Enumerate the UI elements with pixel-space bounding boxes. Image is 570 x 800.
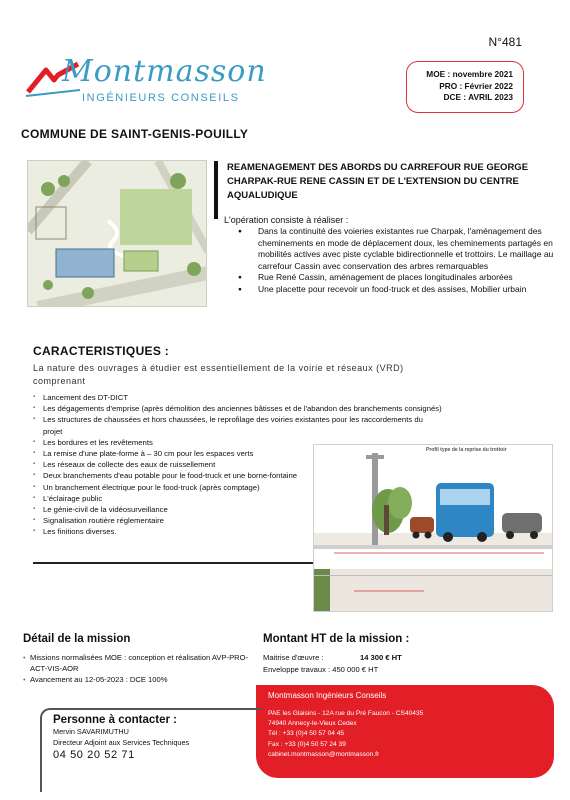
caracteristiques-title: CARACTERISTIQUES : — [33, 344, 170, 358]
commune-title: COMMUNE DE SAINT-GENIS-POUILLY — [21, 127, 249, 141]
figure-title: Profil type de la reprise du trottoir — [426, 447, 507, 453]
date-dce: DCE : AVRIL 2023 — [443, 92, 513, 102]
list-item: ▪ L'éclairage public — [33, 493, 443, 504]
moe-label: Maitrise d'œuvre : — [263, 653, 324, 662]
list-item: • Avancement au 12-05-2023 : DCE 100% — [23, 674, 253, 685]
list-item: ▪ Signalisation routière réglementaire — [33, 515, 443, 526]
date-moe: MOE : novembre 2021 — [426, 69, 513, 79]
date-pro: PRO : Février 2022 — [439, 80, 513, 91]
detail-list — [23, 652, 253, 686]
company-fax: Fax : +33 (0)4 50 57 24 39 — [268, 740, 346, 748]
list-item: ● Rue René Cassin, aménagement de places longitudinales arborées — [238, 272, 554, 284]
company-contact-card — [256, 685, 554, 778]
company-address: PAE les Glaisins - 12A rue du Pré Faucon - CS40435 — [268, 710, 424, 717]
operation-intro: L'opération consiste à réaliser : — [224, 215, 349, 225]
company-logo — [24, 52, 267, 112]
section-divider — [33, 562, 313, 564]
site-plan-image — [27, 160, 207, 307]
list-item: ▪ Deux branchements d'eau potable pour le food-truck et une borne-fontaine — [33, 470, 443, 481]
company-city: 74940 Annecy-le-Vieux Cedex — [268, 720, 357, 728]
contact-name: Mervin SAVARIMUTHU — [53, 727, 129, 736]
list-item: ● Une placette pour recevoir un food-truck et des assises, Mobilier urbain — [238, 284, 554, 296]
logo-wordmark: Montmasson — [62, 54, 267, 89]
caracteristiques-intro: La nature des ouvrages à étudier est essentiellement de la voirie et réseaux (VRD) comprenant — [33, 363, 404, 386]
company-email[interactable]: cabinet.montmasson@montmasson.fr — [268, 750, 380, 758]
company-name: Montmasson Ingénieurs Conseils — [268, 691, 387, 700]
moe-value: 14 300 € HT — [360, 653, 402, 662]
reference-number: N°481 — [488, 35, 522, 49]
phase-dates-box — [406, 61, 524, 113]
company-phone: Tél : +33 (0)4 50 57 04 45 — [268, 730, 345, 738]
list-item: ● Dans la continuité des voieries existantes rue Charpak, l'aménagement des cheminements en mode de déplacement doux, les cheminements partagés en mobilités actives avec piste cyclable bidirectionnelle et trottoirs. Le maillage au carrefour Cassin avec conservation des arbres remarquables — [238, 226, 554, 272]
operation-list — [238, 226, 554, 295]
list-item: ▪ Les dégagements d'emprise (après démolition des anciennes bâtisses et de l'abandon des branchements consignés) — [33, 403, 443, 414]
contact-title: Personne à contacter : — [53, 714, 177, 726]
montant-moe-row — [263, 653, 402, 662]
contact-role: Directeur Adjoint aux Services Techniques — [53, 738, 190, 747]
list-item: ▪ Le génie-civil de la vidéosurveillance — [33, 504, 443, 515]
contact-box — [40, 708, 262, 792]
list-item: ▪ La remise d'une plate-forme à – 30 cm pour les espaces verts — [33, 448, 443, 459]
list-item: • Missions normalisées MOE : conception et réalisation AVP-PRO-ACT-VIS-AOR — [23, 652, 253, 674]
list-item: ▪ Un branchement électrique pour le food-truck (après comptage) — [33, 482, 443, 493]
project-title: REAMENAGEMENT DES ABORDS DU CARREFOUR RUE GEORGE CHARPAK-RUE RENE CASSIN ET DE L'EXTENSION DU CENTRE AQUALUDIQUE — [214, 161, 554, 219]
list-item: ▪ Les bordures et les revêtements — [33, 437, 443, 448]
detail-title: Détail de la mission — [23, 633, 131, 645]
contact-phone[interactable]: 04 50 20 52 71 — [53, 749, 135, 761]
list-item: ▪ Les structures de chaussées et hors chaussées, le reprofilage des voiries existantes pour les raccordements du projet — [33, 414, 443, 436]
list-item: ▪ Lancement des DT-DICT — [33, 392, 443, 403]
montant-travaux: Enveloppe travaux : 450 000 € HT — [263, 665, 379, 674]
list-item: ▪ Les réseaux de collecte des eaux de ruissellement — [33, 459, 443, 470]
road-profile-figure — [313, 444, 553, 612]
logo-subtitle: INGÉNIEURS CONSEILS — [82, 92, 240, 104]
list-item: ▪ Les finitions diverses. — [33, 526, 443, 537]
montant-title: Montant HT de la mission : — [263, 633, 410, 645]
